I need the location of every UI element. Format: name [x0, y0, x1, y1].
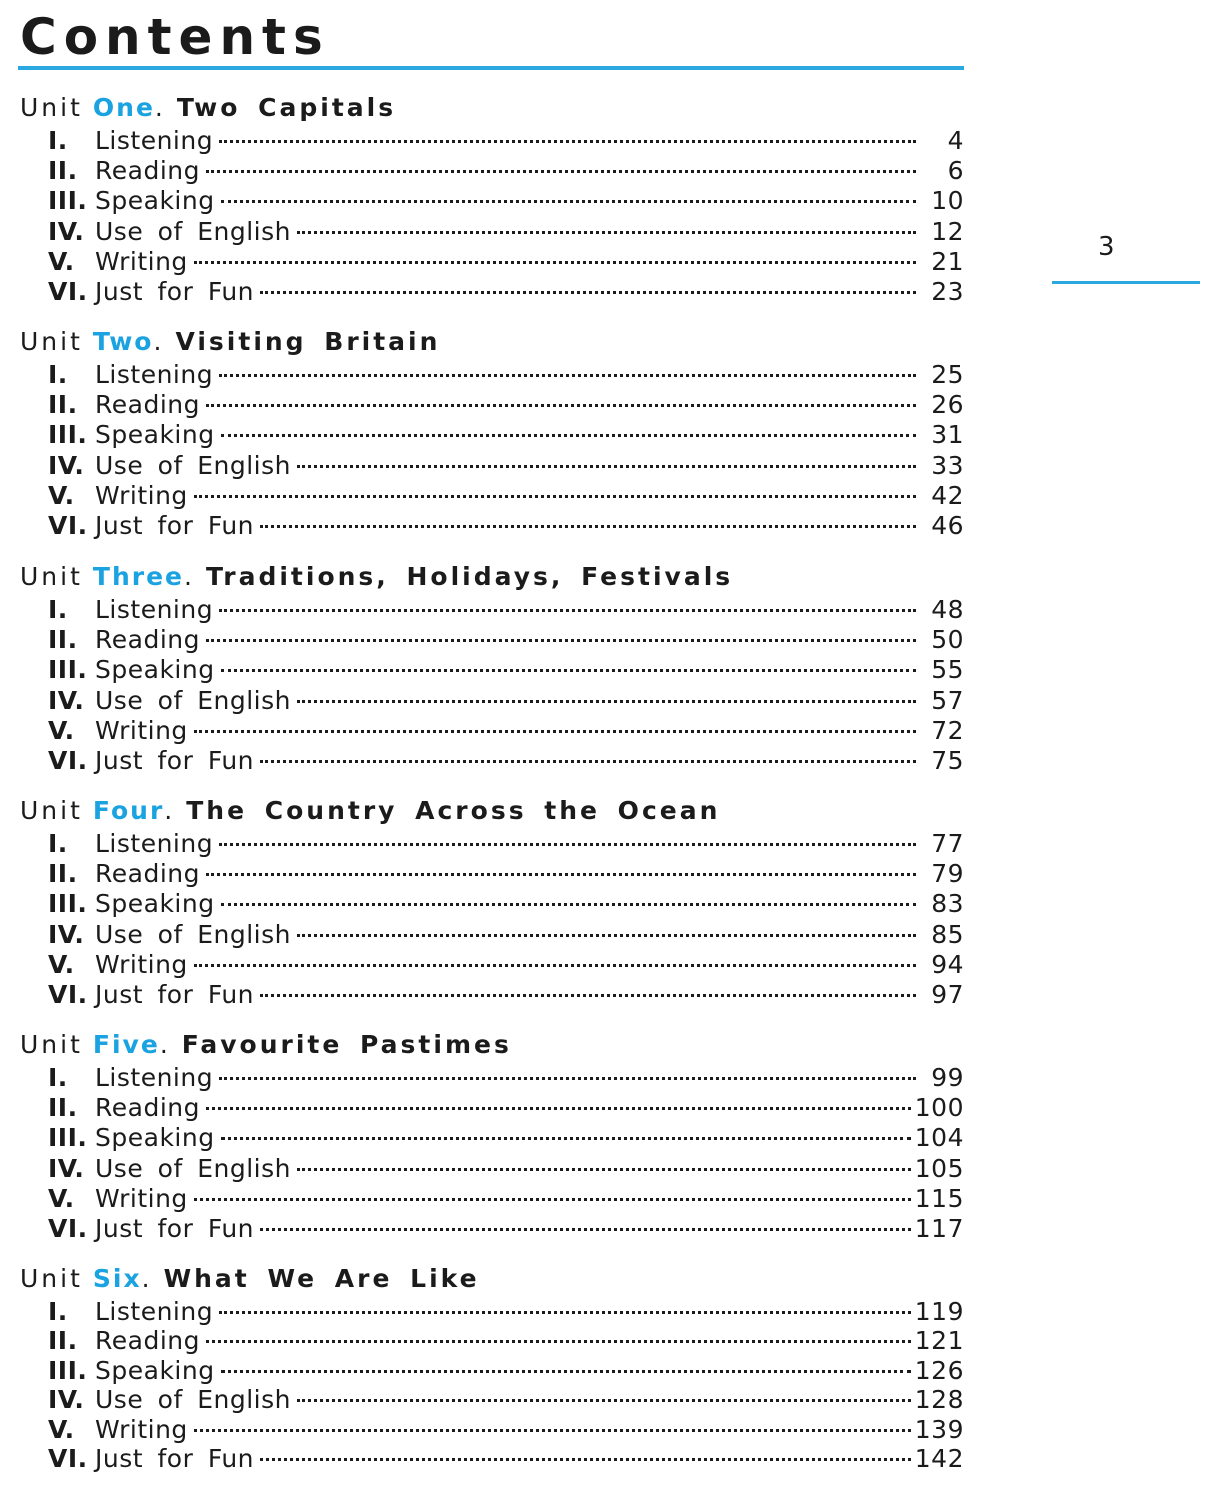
dot-leader: [260, 1458, 911, 1461]
section-label: Listening: [95, 829, 214, 858]
section-page: 117: [914, 1213, 964, 1243]
dot-leader: [221, 1370, 911, 1373]
toc-entry-writing[interactable]: [20, 1184, 964, 1214]
dot-leader: [194, 495, 916, 498]
dot-leader: [221, 434, 916, 437]
toc-entry-writing[interactable]: [20, 950, 964, 980]
unit-title: The Country Across the Ocean: [186, 796, 721, 825]
section-numeral: I.: [48, 1297, 68, 1326]
dot-leader: [206, 639, 916, 642]
toc-entry-just-for-fun[interactable]: [20, 1214, 964, 1244]
toc-entry-reading[interactable]: [20, 390, 964, 420]
unit-title: Visiting Britain: [175, 327, 441, 356]
section-numeral: II.: [48, 859, 78, 889]
section-label: Use of English: [95, 216, 291, 246]
section-page: 119: [914, 1297, 964, 1326]
unit-word: Unit: [20, 1264, 83, 1293]
section-numeral: IV.: [48, 1385, 85, 1415]
unit-heading: [20, 324, 964, 360]
section-numeral: I.: [48, 126, 68, 155]
unit-number: Five: [92, 1030, 160, 1059]
unit-number: Three: [92, 562, 184, 591]
title-rule: [18, 66, 964, 70]
section-label: Writing: [95, 246, 188, 276]
section-label: Reading: [95, 1093, 200, 1123]
toc-entry-just-for-fun[interactable]: [20, 980, 964, 1010]
section-label: Use of English: [95, 1385, 291, 1415]
unit-title: Favourite Pastimes: [181, 1030, 512, 1059]
unit-six: [20, 1261, 964, 1473]
section-numeral: IV.: [48, 1153, 85, 1183]
toc-entry-writing[interactable]: [20, 247, 964, 277]
section-numeral: III.: [48, 655, 88, 685]
section-page: 31: [931, 420, 964, 450]
toc-entry-just-for-fun[interactable]: [20, 277, 964, 307]
unit-number: Six: [92, 1264, 142, 1293]
toc-entry-just-for-fun[interactable]: [20, 1444, 964, 1473]
toc-entry-writing[interactable]: [20, 1415, 964, 1444]
section-label: Reading: [95, 156, 200, 186]
section-page: 6: [947, 156, 964, 186]
unit-title: What We Are Like: [163, 1264, 480, 1293]
section-numeral: III.: [48, 1355, 88, 1385]
section-page: 105: [914, 1153, 964, 1183]
section-label: Speaking: [95, 889, 215, 919]
section-label: Just for Fun: [95, 1213, 255, 1243]
toc-entry-listening[interactable]: [20, 1297, 964, 1326]
unit-four: [20, 793, 964, 1010]
section-numeral: III.: [48, 186, 88, 216]
section-page: 115: [914, 1183, 964, 1213]
section-page: 10: [931, 186, 964, 216]
unit-three: [20, 559, 964, 776]
dot-leader: [194, 1198, 911, 1201]
section-page: 79: [931, 859, 964, 889]
section-label: Speaking: [95, 1123, 215, 1153]
toc-entry-use-of-english[interactable]: [20, 1154, 964, 1184]
section-page: 126: [914, 1355, 964, 1385]
section-numeral: I.: [48, 829, 68, 858]
section-numeral: I.: [48, 360, 68, 389]
section-numeral: II.: [48, 1326, 78, 1356]
section-label: Use of English: [95, 450, 291, 480]
unit-word: Unit: [20, 1030, 83, 1059]
dot-leader: [297, 231, 916, 234]
dot-leader: [260, 994, 916, 997]
dot-leader: [260, 291, 916, 294]
section-numeral: V.: [48, 1414, 75, 1444]
section-label: Use of English: [95, 685, 291, 715]
toc-entry-use-of-english[interactable]: [20, 686, 964, 716]
toc-entry-speaking[interactable]: [20, 420, 964, 450]
section-numeral: IV.: [48, 919, 85, 949]
section-numeral: IV.: [48, 685, 85, 715]
unit-two: [20, 324, 964, 541]
section-page: 4: [947, 126, 964, 155]
dot-leader: [297, 1399, 911, 1402]
section-numeral: III.: [48, 420, 88, 450]
section-label: Reading: [95, 859, 200, 889]
section-page: 75: [931, 745, 964, 775]
dot-leader: [219, 1077, 916, 1080]
section-page: 33: [931, 450, 964, 480]
unit-separator: .: [164, 796, 175, 825]
section-label: Just for Fun: [95, 979, 255, 1009]
section-page: 72: [931, 715, 964, 745]
unit-heading: [20, 559, 964, 595]
section-label: Speaking: [95, 186, 215, 216]
section-page: 121: [914, 1326, 964, 1356]
section-page: 104: [914, 1123, 964, 1153]
section-numeral: VI.: [48, 276, 88, 306]
section-label: Reading: [95, 390, 200, 420]
dot-leader: [194, 1429, 911, 1432]
dot-leader: [260, 1228, 911, 1231]
unit-five: [20, 1027, 964, 1244]
section-page: 99: [931, 1063, 964, 1092]
section-label: Listening: [95, 360, 214, 389]
section-label: Listening: [95, 126, 214, 155]
section-label: Just for Fun: [95, 745, 255, 775]
toc-entry-just-for-fun[interactable]: [20, 511, 964, 541]
section-numeral: IV.: [48, 450, 85, 480]
unit-title: Two Capitals: [176, 93, 397, 122]
section-label: Listening: [95, 1063, 214, 1092]
toc-entry-speaking[interactable]: [20, 655, 964, 685]
section-page: 12: [931, 216, 964, 246]
section-numeral: VI.: [48, 1443, 88, 1473]
toc-entry-just-for-fun[interactable]: [20, 746, 964, 776]
toc-entry-listening[interactable]: [20, 829, 964, 859]
section-page: 83: [931, 889, 964, 919]
section-numeral: VI.: [48, 745, 88, 775]
dot-leader: [260, 760, 916, 763]
section-numeral: IV.: [48, 216, 85, 246]
unit-number: Four: [92, 796, 165, 825]
section-page: 48: [931, 595, 964, 624]
toc-entry-listening[interactable]: [20, 1063, 964, 1093]
dot-leader: [206, 404, 916, 407]
unit-one: [20, 90, 964, 307]
section-page: 21: [931, 246, 964, 276]
page-number: 3: [1098, 232, 1115, 262]
dot-leader: [260, 525, 916, 528]
dot-leader: [194, 964, 916, 967]
unit-separator: .: [154, 93, 165, 122]
section-numeral: VI.: [48, 1213, 88, 1243]
section-numeral: VI.: [48, 510, 88, 540]
unit-word: Unit: [20, 327, 83, 356]
unit-separator: .: [184, 562, 194, 591]
section-page: 85: [931, 919, 964, 949]
dot-leader: [221, 903, 916, 906]
unit-word: Unit: [20, 93, 83, 122]
toc-entry-use-of-english[interactable]: [20, 920, 964, 950]
section-page: 128: [914, 1385, 964, 1415]
section-numeral: VI.: [48, 979, 88, 1009]
toc-entry-speaking[interactable]: [20, 1356, 964, 1385]
dot-leader: [219, 374, 916, 377]
section-page: 97: [931, 979, 964, 1009]
dot-leader: [221, 200, 916, 203]
section-page: 94: [931, 949, 964, 979]
dot-leader: [297, 934, 916, 937]
dot-leader: [206, 1107, 911, 1110]
unit-separator: .: [153, 327, 164, 356]
unit-word: Unit: [20, 796, 83, 825]
section-page: 57: [931, 685, 964, 715]
dot-leader: [297, 465, 916, 468]
dot-leader: [297, 1168, 911, 1171]
toc-entry-use-of-english[interactable]: [20, 1385, 964, 1414]
unit-word: Unit: [20, 562, 83, 591]
toc-entry-speaking[interactable]: [20, 186, 964, 216]
unit-separator: .: [159, 1030, 170, 1059]
section-label: Reading: [95, 625, 200, 655]
section-numeral: V.: [48, 246, 75, 276]
page-number-rule: [1052, 281, 1200, 284]
section-label: Speaking: [95, 420, 215, 450]
section-page: 100: [914, 1093, 964, 1123]
section-label: Writing: [95, 715, 188, 745]
toc-entry-speaking[interactable]: [20, 889, 964, 919]
section-page: 23: [931, 276, 964, 306]
section-label: Just for Fun: [95, 510, 255, 540]
toc-entry-reading[interactable]: [20, 625, 964, 655]
section-page: 142: [914, 1443, 964, 1473]
dot-leader: [297, 700, 916, 703]
toc-entry-listening[interactable]: [20, 360, 964, 390]
section-numeral: II.: [48, 1093, 78, 1123]
dot-leader: [194, 261, 916, 264]
unit-number: One: [92, 93, 155, 122]
section-label: Writing: [95, 1183, 188, 1213]
toc-entry-writing[interactable]: [20, 481, 964, 511]
section-numeral: III.: [48, 1123, 88, 1153]
section-label: Writing: [95, 1414, 188, 1444]
section-numeral: II.: [48, 625, 78, 655]
section-numeral: II.: [48, 156, 78, 186]
section-numeral: V.: [48, 480, 75, 510]
toc-entry-reading[interactable]: [20, 1326, 964, 1355]
section-page: 46: [931, 510, 964, 540]
unit-heading: [20, 793, 964, 829]
toc-entry-listening[interactable]: [20, 595, 964, 625]
section-label: Speaking: [95, 655, 215, 685]
toc-entry-reading[interactable]: [20, 1093, 964, 1123]
toc-entry-reading[interactable]: [20, 859, 964, 889]
dot-leader: [219, 609, 916, 612]
unit-separator: .: [141, 1264, 152, 1293]
section-label: Listening: [95, 595, 214, 624]
section-label: Use of English: [95, 919, 291, 949]
unit-title: Traditions, Holidays, Festivals: [205, 562, 734, 591]
section-label: Reading: [95, 1326, 200, 1356]
unit-heading: [20, 90, 964, 126]
section-numeral: V.: [48, 715, 75, 745]
dot-leader: [194, 730, 916, 733]
unit-heading: [20, 1261, 964, 1297]
section-label: Writing: [95, 480, 188, 510]
dot-leader: [219, 140, 916, 143]
section-numeral: II.: [48, 390, 78, 420]
section-page: 77: [931, 829, 964, 858]
dot-leader: [206, 170, 916, 173]
dot-leader: [206, 1340, 911, 1343]
toc-entry-writing[interactable]: [20, 716, 964, 746]
section-numeral: V.: [48, 1183, 75, 1213]
toc-entry-use-of-english[interactable]: [20, 217, 964, 247]
section-label: Just for Fun: [95, 276, 255, 306]
dot-leader: [219, 1311, 911, 1314]
section-numeral: I.: [48, 595, 68, 624]
page-title: Contents: [20, 8, 330, 66]
toc-entry-listening[interactable]: [20, 126, 964, 156]
section-numeral: III.: [48, 889, 88, 919]
section-page: 55: [931, 655, 964, 685]
section-page: 42: [931, 480, 964, 510]
section-page: 139: [914, 1414, 964, 1444]
section-numeral: I.: [48, 1063, 68, 1092]
dot-leader: [221, 669, 916, 672]
section-numeral: V.: [48, 949, 75, 979]
dot-leader: [219, 843, 916, 846]
section-label: Use of English: [95, 1153, 291, 1183]
toc-entry-speaking[interactable]: [20, 1123, 964, 1153]
dot-leader: [206, 873, 916, 876]
section-page: 26: [931, 390, 964, 420]
toc-entry-use-of-english[interactable]: [20, 451, 964, 481]
section-label: Writing: [95, 949, 188, 979]
section-page: 50: [931, 625, 964, 655]
section-label: Just for Fun: [95, 1443, 255, 1473]
unit-number: Two: [92, 327, 154, 356]
toc-entry-reading[interactable]: [20, 156, 964, 186]
section-label: Speaking: [95, 1355, 215, 1385]
dot-leader: [221, 1137, 911, 1140]
unit-heading: [20, 1027, 964, 1063]
section-page: 25: [931, 360, 964, 389]
section-label: Listening: [95, 1297, 214, 1326]
